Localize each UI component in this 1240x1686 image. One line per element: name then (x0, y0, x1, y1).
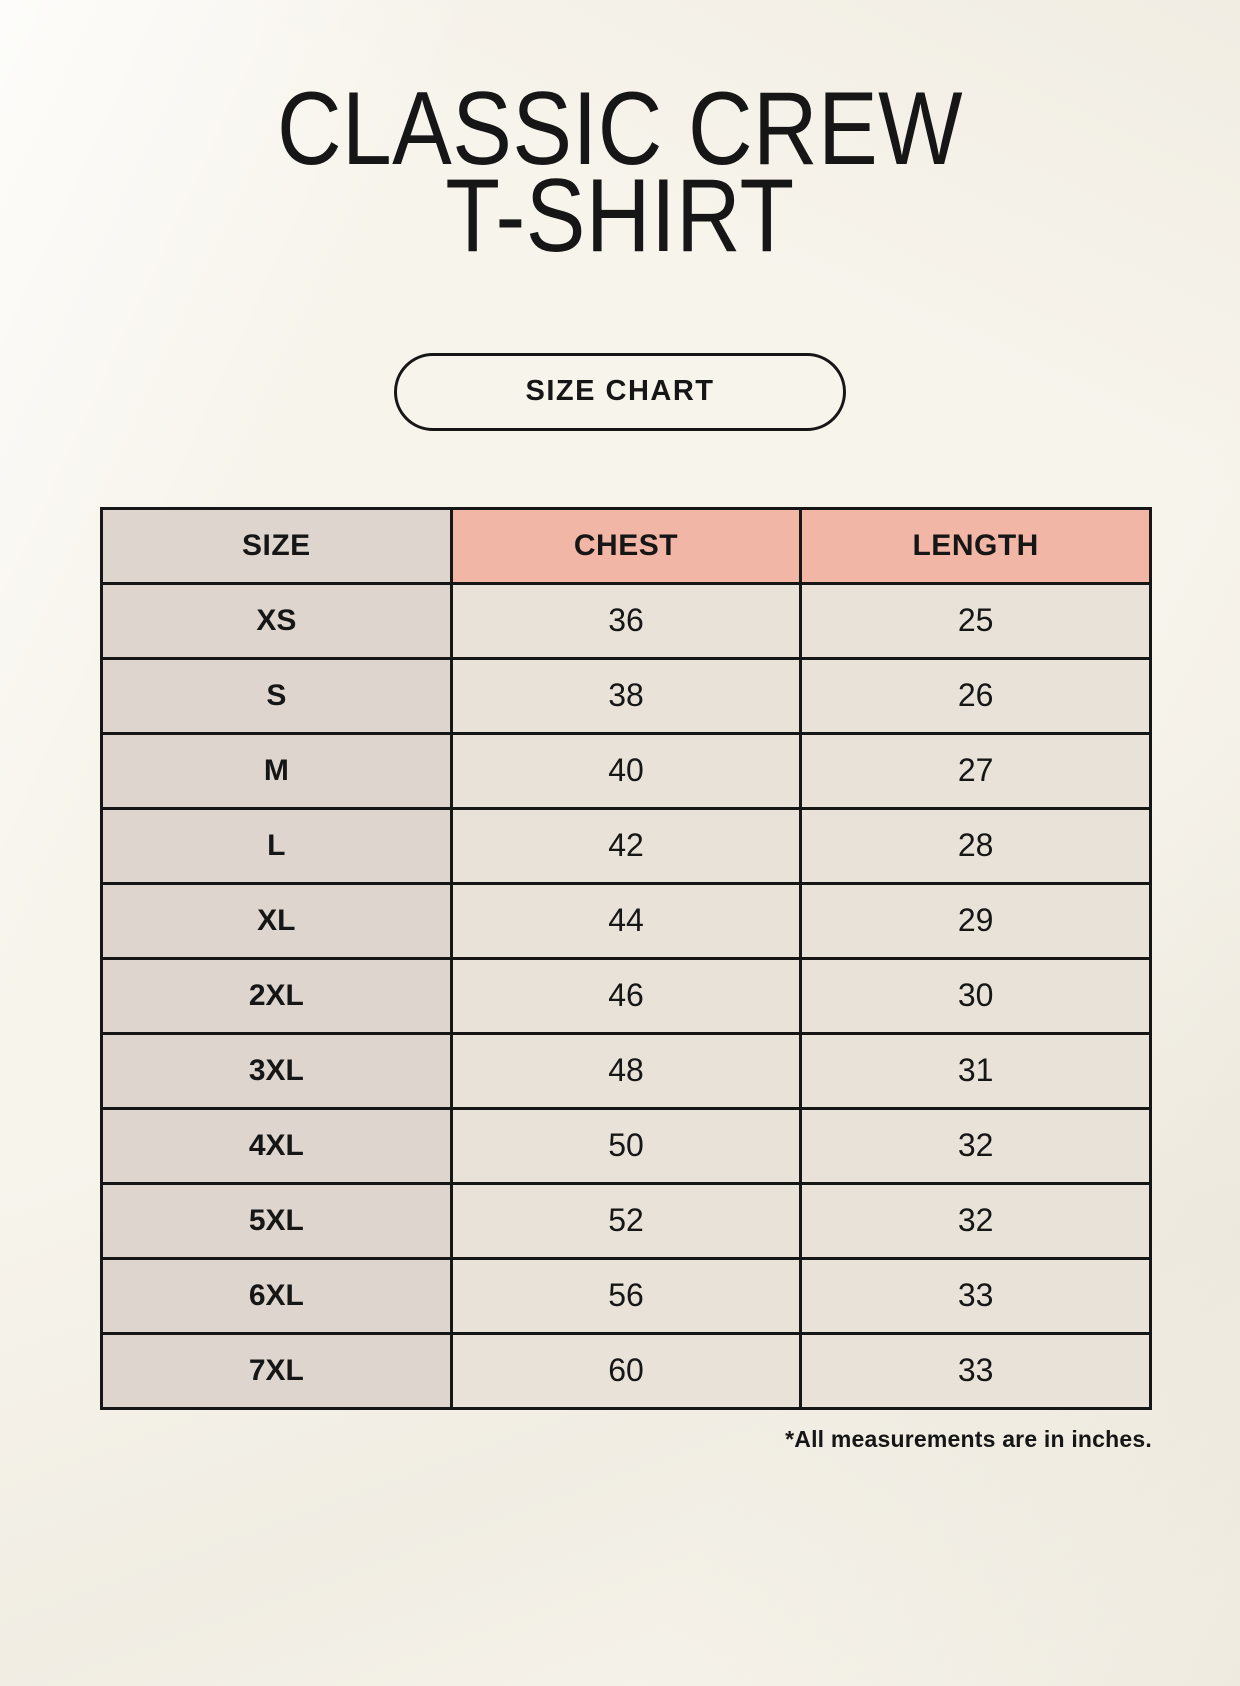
length-cell: 32 (801, 1108, 1151, 1183)
table-row (102, 658, 1151, 733)
length-cell: 32 (801, 1183, 1151, 1258)
chest-cell: 48 (451, 1033, 801, 1108)
page-title-line2: T-SHIRT (445, 158, 795, 275)
page-title-line1: CLASSIC CREW (276, 71, 964, 187)
footnote-container (100, 1426, 1152, 1453)
size-cell: 2XL (102, 958, 452, 1033)
table-row (102, 583, 1151, 658)
chest-cell: 38 (451, 658, 801, 733)
size-chart-badge (394, 353, 846, 431)
table-row (102, 1033, 1151, 1108)
chest-cell: 56 (451, 1258, 801, 1333)
size-cell: L (102, 808, 452, 883)
size-cell: S (102, 658, 452, 733)
chest-cell: 40 (451, 733, 801, 808)
length-cell: 33 (801, 1333, 1151, 1408)
table-row (102, 958, 1151, 1033)
size-cell: 4XL (102, 1108, 452, 1183)
size-chart-badge-label: SIZE CHART (525, 375, 715, 408)
length-cell: 28 (801, 808, 1151, 883)
table-row (102, 733, 1151, 808)
size-cell: 6XL (102, 1258, 452, 1333)
chest-cell: 44 (451, 883, 801, 958)
length-cell: 31 (801, 1033, 1151, 1108)
header-row (102, 508, 1151, 583)
chest-cell: 46 (451, 958, 801, 1033)
chest-cell: 42 (451, 808, 801, 883)
length-cell: 33 (801, 1258, 1151, 1333)
size-cell: XL (102, 883, 452, 958)
length-cell: 30 (801, 958, 1151, 1033)
chest-cell: 52 (451, 1183, 801, 1258)
length-cell: 26 (801, 658, 1151, 733)
column-header-length: LENGTH (801, 508, 1151, 583)
size-cell: 5XL (102, 1183, 452, 1258)
column-header-size: SIZE (102, 508, 452, 583)
size-cell: 7XL (102, 1333, 452, 1408)
size-table-body (102, 583, 1151, 1408)
size-table (100, 507, 1152, 1410)
table-row (102, 883, 1151, 958)
length-cell: 27 (801, 733, 1151, 808)
size-cell: M (102, 733, 452, 808)
length-cell: 25 (801, 583, 1151, 658)
table-row (102, 1183, 1151, 1258)
chest-cell: 60 (451, 1333, 801, 1408)
column-header-chest: CHEST (451, 508, 801, 583)
measurement-units-note: *All measurements are in inches. (785, 1425, 1152, 1452)
table-row (102, 1258, 1151, 1333)
chest-cell: 36 (451, 583, 801, 658)
size-table-header (102, 508, 1151, 583)
table-row (102, 808, 1151, 883)
chest-cell: 50 (451, 1108, 801, 1183)
size-cell: XS (102, 583, 452, 658)
length-cell: 29 (801, 883, 1151, 958)
size-chart-page (0, 71, 1240, 1453)
table-row (102, 1108, 1151, 1183)
table-row (102, 1333, 1151, 1408)
page-title (87, 71, 1153, 275)
size-cell: 3XL (102, 1033, 452, 1108)
